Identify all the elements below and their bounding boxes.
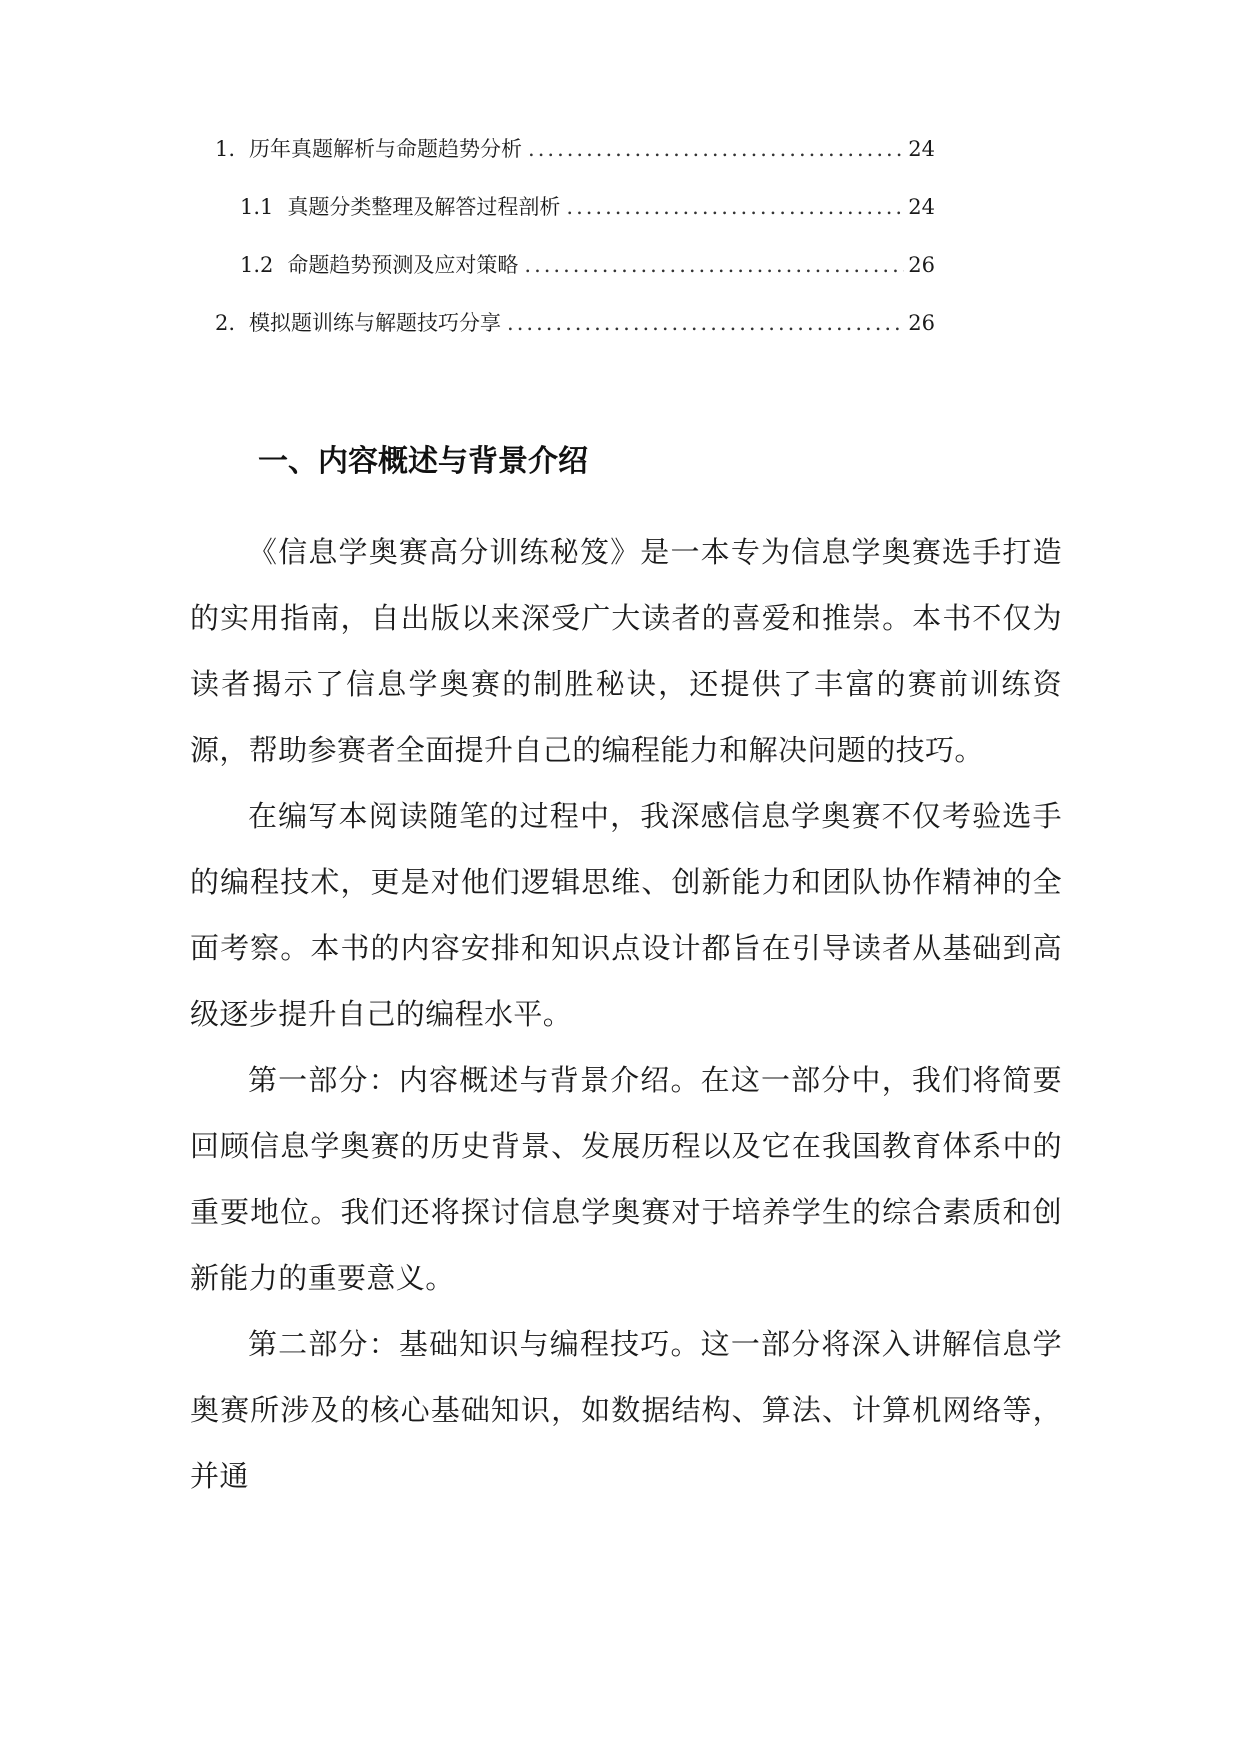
toc-entry-number: 1. bbox=[215, 137, 236, 161]
toc-entry-title: 命题趋势预测及应对策略 bbox=[287, 253, 519, 277]
toc-entry-page: 26 bbox=[908, 311, 935, 335]
toc-entry[interactable] bbox=[215, 308, 935, 338]
toc-dot-leader bbox=[507, 308, 904, 338]
toc-entry-number: 1.2 bbox=[240, 253, 274, 277]
toc-entry-page: 26 bbox=[908, 253, 935, 277]
section-heading: 一、内容概述与背景介绍 bbox=[258, 444, 588, 479]
toc-entry[interactable] bbox=[215, 134, 935, 164]
toc-entry-number: 1.1 bbox=[240, 195, 274, 219]
paragraph: 《信息学奥赛高分训练秘笈》是一本专为信息学奥赛选手打造的实用指南，自出版以来深受广大读者的喜爱和推崇。本书不仅为读者揭示了信息学奥赛的制胜秘诀，还提供了丰富的赛前训练资源，帮助参赛者全面提升自己的编程能力和解决问题的技巧。 bbox=[190, 535, 1062, 767]
paragraph: 第一部分：内容概述与背景介绍。在这一部分中，我们将简要回顾信息学奥赛的历史背景、发展历程以及它在我国教育体系中的重要地位。我们还将探讨信息学奥赛对于培养学生的综合素质和创新能力的重要意义。 bbox=[190, 1063, 1062, 1295]
toc-dot-leader bbox=[528, 134, 904, 164]
paragraph: 在编写本阅读随笔的过程中，我深感信息学奥赛不仅考验选手的编程技术，更是对他们逻辑思维、创新能力和团队协作精神的全面考察。本书的内容安排和知识点设计都旨在引导读者从基础到高级逐步提升自己的编程水平。 bbox=[190, 799, 1062, 1031]
paragraph: 第二部分：基础知识与编程技巧。这一部分将深入讲解信息学奥赛所涉及的核心基础知识，如数据结构、算法、计算机网络等，并通 bbox=[190, 1327, 1062, 1493]
toc-dot-leader bbox=[524, 250, 904, 280]
body-text bbox=[190, 519, 1062, 1509]
toc-entry-title: 模拟题训练与解题技巧分享 bbox=[249, 311, 502, 335]
toc-entry-title: 真题分类整理及解答过程剖析 bbox=[287, 195, 561, 219]
toc-entry-page: 24 bbox=[908, 137, 935, 161]
toc-entry-title: 历年真题解析与命题趋势分析 bbox=[249, 137, 523, 161]
toc-dot-leader bbox=[566, 192, 904, 222]
toc-entry-page: 24 bbox=[908, 195, 935, 219]
toc-entry-number: 2. bbox=[215, 311, 236, 335]
toc-entry[interactable] bbox=[240, 250, 935, 280]
toc-entry[interactable] bbox=[240, 192, 935, 222]
